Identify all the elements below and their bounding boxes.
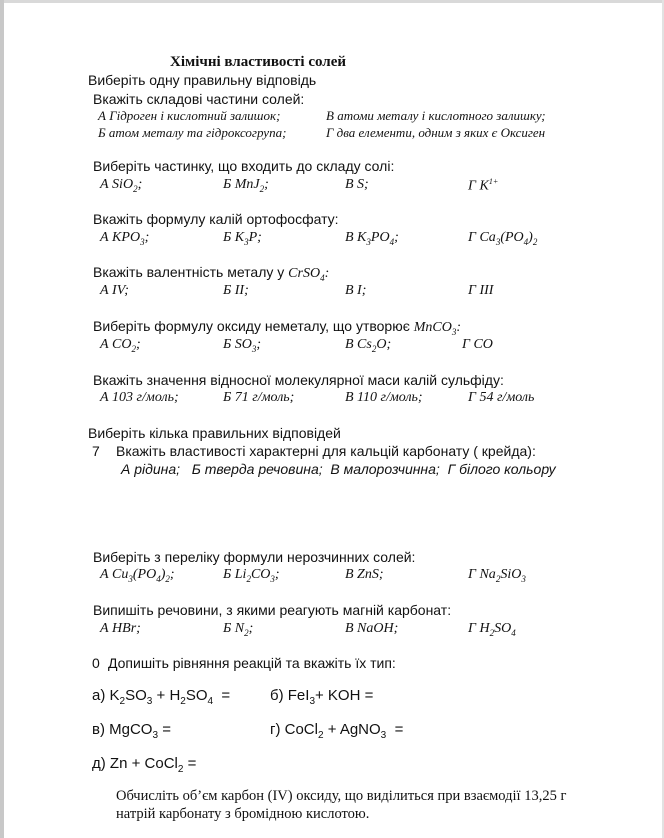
question-8-option-g: Г $Na_2SiO_3$ — [468, 567, 526, 584]
equation-d: д) Zn + CoCl$_2$ = — [92, 755, 197, 775]
question-4-option-b: Б II; — [223, 283, 249, 298]
question-6-option-v: В 110 г/моль; — [345, 390, 423, 405]
question-2-option-a: А SiO$_2$; — [100, 177, 143, 194]
question-8-text: Виберіть з переліку формули нерозчинних солей: — [93, 549, 416, 565]
question-9-option-g: Г $H_2SO_4$ — [468, 621, 516, 638]
question-4-option-g: Г III — [468, 283, 494, 298]
question-2-option-v: В S; — [345, 177, 369, 192]
question-4-option-v: В I; — [345, 283, 367, 298]
question-6-option-g: Г 54 г/моль — [468, 390, 535, 405]
question-1-option-a: А Гідроген і кислотний залишок; — [98, 108, 281, 123]
question-1-text: Вкажіть складові частини солей: — [93, 91, 305, 107]
question-3-option-b: Б $K_3P$; — [223, 230, 262, 247]
question-5-option-g: Г CO — [462, 337, 493, 352]
question-7-number: 7 — [92, 443, 100, 459]
question-8-option-b: Б $Li_2CO_3$; — [223, 567, 280, 584]
question-5-label: Виберіть формулу оксиду неметалу, що утворює — [93, 318, 414, 334]
section-single-answer: Виберіть одну правильну відповідь — [88, 72, 317, 88]
question-7-text: Вкажіть властивості характерні для кальцій карбонату ( крейда): — [116, 443, 536, 459]
question-10-number: 0 — [92, 655, 100, 671]
equation-a: а) $K_2SO_3 + H_2SO_4$ = — [92, 687, 231, 707]
question-4-formula: CrSO$_4$: — [288, 266, 330, 283]
question-3-option-g: Г $Ca_3(PO_4)_2$ — [468, 230, 538, 247]
question-5-option-b: Б $SO_3$; — [223, 337, 262, 354]
question-2-text: Виберіть частинку, що входить до складу солі: — [93, 158, 395, 174]
question-3-option-v: В $K_3PO_4$; — [345, 230, 399, 247]
window-top-border — [0, 0, 664, 3]
question-9-text: Випишіть речовини, з якими реагують магній карбонат: — [93, 602, 452, 618]
question-4-text — [93, 264, 329, 283]
question-6-option-b: Б 71 г/моль; — [223, 390, 295, 405]
question-5-text — [93, 318, 461, 337]
question-1-option-v: В атоми металу і кислотного залишку; — [326, 108, 546, 123]
question-9-option-a: А HBr; — [100, 621, 141, 636]
question-5-option-v: В $Cs_2O$; — [345, 337, 392, 354]
question-7-options: А рідина; Б тверда речовина; В малорозчинна; Г білого кольору — [121, 461, 556, 477]
question-2-option-g: Г $K^{1+}$ — [468, 177, 499, 194]
question-4-option-a: А IV; — [100, 283, 129, 298]
window-left-border — [0, 0, 4, 838]
question-8-option-v: В ZnS; — [345, 567, 384, 582]
problem-task-line-1: Обчисліть об’єм карбон (IV) оксиду, що виділиться при взаємодії 13,25 г — [116, 788, 567, 804]
question-9-option-b: Б $N_2$; — [223, 621, 254, 638]
question-1-option-b: Б атом металу та гідроксогрупа; — [98, 125, 287, 140]
question-4-label: Вкажіть валентність металу у — [93, 264, 289, 280]
question-10-text: Допишіть рівняння реакцій та вкажіть їх тип: — [108, 655, 396, 671]
equation-v: в) MgCO$_3$ = — [92, 721, 171, 741]
question-8-option-a: А $Cu_3(PO_4)_2$; — [100, 567, 175, 584]
question-5-formula: MnCO$_3$: — [413, 320, 462, 337]
question-5-option-a: А $CO_2$; — [100, 337, 141, 354]
question-2-option-b: Б MnJ$_2$; — [223, 177, 269, 194]
question-1-option-g: Г два елементи, одним з яких є Оксиген — [326, 125, 546, 140]
question-6-text: Вкажіть значення відносної молекулярної маси калій сульфіду: — [93, 372, 504, 388]
equation-b: б) FeI$_3$+ KOH = — [270, 687, 374, 707]
equation-g: г) CoCl$_2$ + AgNO$_3$ = — [270, 721, 404, 741]
section-multiple-answers: Виберіть кілька правильних відповідей — [88, 425, 341, 441]
document-title: Хімічні властивості солей — [170, 54, 347, 70]
question-3-option-a: А $KPO_3$; — [100, 230, 150, 247]
question-3-text: Вкажіть формулу калій ортофосфату: — [93, 211, 339, 227]
question-6-option-a: А 103 г/моль; — [100, 390, 179, 405]
question-9-option-v: В NaOH; — [345, 621, 399, 636]
problem-task-line-2: натрій карбонату з бромідною кислотою. — [116, 806, 370, 822]
